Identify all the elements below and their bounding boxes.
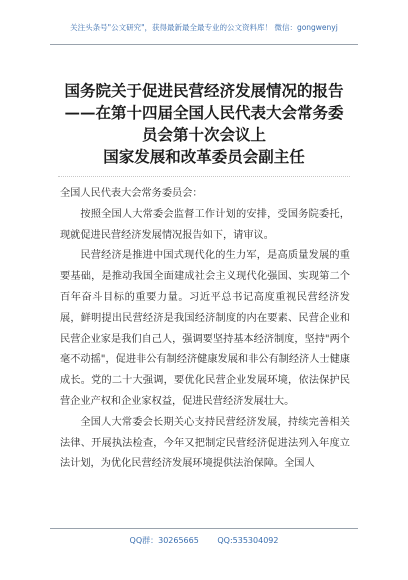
footer	[0, 535, 408, 546]
salutation: 全国人民代表大会常务委员会：	[60, 188, 203, 199]
footer-divider	[50, 528, 358, 529]
document-title	[30, 80, 378, 168]
document-body	[60, 184, 350, 475]
title-divider	[58, 176, 350, 177]
paragraph: 民营经济是推进中国式现代化的生力军，是高质量发展的重要基础，是推动我国全面建成社会主义现代化强国、实现第二个百年奋斗目标的重要力量。习近平总书记高度重视民营经济发展，鲜明提出民营经济是我国经济制度的内在要素、民营企业和民营企业家是我们自己人，强调要坚持基本经济制度，坚持"两个毫不动摇"，促进非公有制经济健康发展和非公有制经济人士健康成长。党的二十大强调，要优化民营企业发展环境，依法保护民营企业产权和企业家权益，促进民营经济发展壮大。	[60, 250, 350, 407]
header-divider	[50, 44, 358, 45]
title-line: 国家发展和改革委员会副主任	[103, 147, 305, 166]
paragraph: 全国人大常委会长期关心支持民营经济发展，持续完善相关法律、开展执法检查，今年又把制定民营经济促进法列入年度立法计划，为优化民营经济发展环境提供法治保障。全国人	[60, 416, 350, 470]
header-banner: 关注头条号"公文研究"，获得最新最全最专业的公文资料库！ 微信：gongwenyj	[70, 23, 338, 32]
title-line: ——在第十四届全国人民代表大会常务委	[64, 103, 344, 122]
title-line: 员会第十次会议上	[141, 125, 266, 144]
paragraph: 按照全国人大常委会监督工作计划的安排，受国务院委托，现就促进民营经济发展情况报告如下，请审议。	[60, 208, 350, 241]
footer-qq: QQ:535304092	[217, 536, 279, 545]
title-line: 国务院关于促进民营经济发展情况的报告	[64, 81, 344, 100]
footer-qq-group: QQ群：30265665	[129, 536, 199, 545]
